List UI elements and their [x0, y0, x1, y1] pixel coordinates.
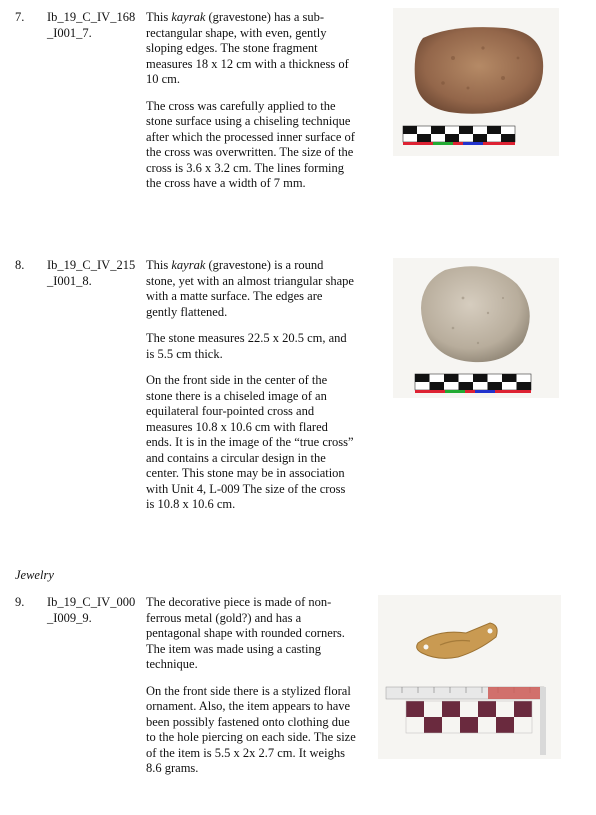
- section-heading: Jewelry: [15, 568, 54, 582]
- description-paragraph: On the front side in the center of the stone there is a chiseled image of an equilateral four-pointed cross and measures 10.8 x 10.6 cm with flared ends. It is in the image of the “true cross” and contains a circular design in the center. This stone may be in association with Unit 4, L-009 The size of the cross is 10.8 x 10.6 cm.: [146, 373, 354, 511]
- stone-image: [393, 258, 559, 398]
- entry-id: Ib_19_C_IV_168_I001_7.: [47, 10, 136, 40]
- description-paragraph: On the front side there is a stylized floral ornament. Also, the item appears to have been possibly fastened onto clothing due to the hole piercing on each side. The size of the item is 5.5 x 2x 2.7 cm. It weighs 8.6 grams.: [146, 683, 356, 775]
- stone-image: [393, 8, 559, 156]
- entry-description: [146, 258, 356, 524]
- description-paragraph: The stone measures 22.5 x 20.5 cm, and is 5.5 cm thick.: [146, 331, 347, 361]
- stone-photo: [393, 8, 559, 156]
- entry-number: 7.: [15, 10, 25, 24]
- jewelry-photo: [378, 595, 561, 759]
- entry-id: Ib_19_C_IV_215_I001_8.: [47, 258, 136, 288]
- entry-number: 9.: [15, 595, 25, 609]
- description-paragraph: This kayrak (gravestone) is a round stone, yet with an almost triangular shape with a matte surface. The edges are gently flattened.: [146, 258, 354, 319]
- description-paragraph: This kayrak (gravestone) has a sub-rectangular shape, with even, gently sloping edges. The stone fragment measures 18 x 12 cm with a thickness of 10 cm.: [146, 10, 349, 86]
- entry-id: Ib_19_C_IV_000_I009_9.: [47, 595, 136, 625]
- description-paragraph: The decorative piece is made of non-ferrous metal (gold?) and has a pentagonal shape with rounded corners. The item was made using a casting technique.: [146, 595, 345, 671]
- ornament-image: [378, 595, 561, 759]
- stone-photo: [393, 258, 559, 398]
- entry-description: [146, 10, 356, 203]
- entry-description: [146, 595, 356, 788]
- description-paragraph: The cross was carefully applied to the stone surface using a chiseling technique after which the processed inner surface of the cross was overwritten. The size of the cross is 3.6 x 3.2 cm. The lines forming the cross have a width of 7 mm.: [146, 98, 355, 190]
- entry-number: 8.: [15, 258, 25, 272]
